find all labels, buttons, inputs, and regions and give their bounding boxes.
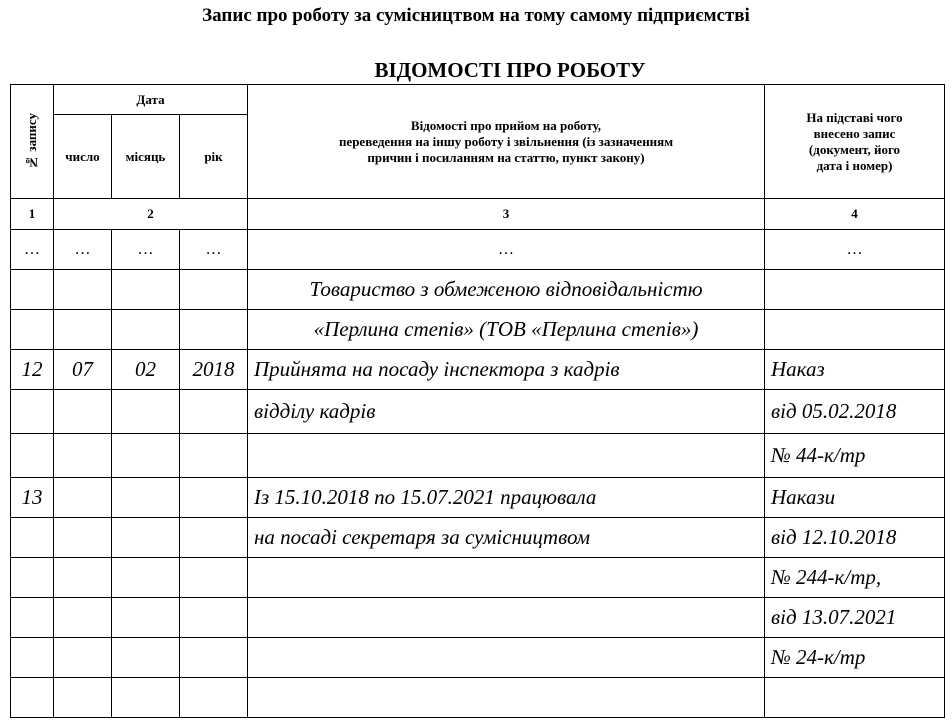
info-cell (248, 598, 765, 638)
work-records-table (10, 84, 945, 718)
ellipsis-cell: … (180, 230, 248, 270)
basis-cell: від 13.07.2021 (765, 598, 945, 638)
section-title: ВІДОМОСТІ ПРО РОБОТУ (374, 58, 646, 82)
info-cell (248, 434, 765, 478)
organization-name-line: «Перлина степів» (ТОВ «Перлина степів») (248, 310, 765, 350)
table-row (11, 350, 945, 390)
basis-cell: № 24-к/тр (765, 638, 945, 678)
ellipsis-row (11, 230, 945, 270)
ellipsis-cell: … (54, 230, 112, 270)
document-title: Запис про роботу за сумісництвом на тому самому підприємстві (202, 5, 750, 26)
year-cell: 2018 (180, 350, 248, 390)
date-header: Дата (54, 85, 248, 115)
info-cell: Із 15.10.2018 по 15.07.2021 працювала (248, 478, 765, 518)
organization-name-line: Товариство з обмеженою відповідальністю (248, 270, 765, 310)
basis-cell: Накази (765, 478, 945, 518)
info-header (248, 85, 765, 199)
month-cell (112, 478, 180, 518)
basis-header-line: (документ, його (808, 141, 901, 157)
year-cell (180, 478, 248, 518)
organization-row (11, 310, 945, 350)
basis-cell: від 12.10.2018 (765, 518, 945, 558)
day-cell (54, 478, 112, 518)
info-header-line: причин і посиланням на статтю, пункт закону) (367, 149, 645, 165)
table-row (11, 478, 945, 518)
basis-cell (765, 678, 945, 718)
basis-cell: Наказ (765, 350, 945, 390)
ellipsis-cell: … (11, 230, 54, 270)
organization-row (11, 270, 945, 310)
ellipsis-cell: … (112, 230, 180, 270)
info-cell: Прийнята на посаду інспектора з кадрів (248, 350, 765, 390)
month-cell: 02 (112, 350, 180, 390)
header-row (11, 85, 945, 115)
info-cell: на посаді секретаря за сумісництвом (248, 518, 765, 558)
basis-header-line: дата і номер) (816, 157, 893, 173)
record-no-header-label: № запису (24, 113, 39, 170)
table-row (11, 558, 945, 598)
basis-cell: від 05.02.2018 (765, 390, 945, 434)
basis-cell: № 44-к/тр (765, 434, 945, 478)
info-cell (248, 558, 765, 598)
info-header-line: переведення на іншу роботу і звільнення (із зазначенням (338, 133, 674, 149)
basis-header (765, 85, 945, 199)
column-number-row (11, 199, 945, 230)
year-header: рік (180, 115, 248, 199)
column-number: 1 (11, 199, 54, 230)
info-cell (248, 678, 765, 718)
column-number: 2 (54, 199, 248, 230)
info-cell (248, 638, 765, 678)
info-header-line: Відомості про прийом на роботу, (410, 117, 602, 133)
basis-header-line: На підставі чого (806, 109, 903, 125)
table-row (11, 638, 945, 678)
record-no-header (11, 85, 54, 199)
column-number: 4 (765, 199, 945, 230)
basis-cell: № 244-к/тр, (765, 558, 945, 598)
month-header: місяць (112, 115, 180, 199)
table-row (11, 678, 945, 718)
table-row (11, 598, 945, 638)
record-no-cell: 13 (11, 478, 54, 518)
table-row (11, 390, 945, 434)
column-number: 3 (248, 199, 765, 230)
table-row (11, 434, 945, 478)
ellipsis-cell: … (248, 230, 765, 270)
table-row (11, 518, 945, 558)
basis-header-line: внесено запис (813, 125, 896, 141)
info-cell: відділу кадрів (248, 390, 765, 434)
day-cell: 07 (54, 350, 112, 390)
ellipsis-cell: … (765, 230, 945, 270)
record-no-cell: 12 (11, 350, 54, 390)
day-header: число (54, 115, 112, 199)
